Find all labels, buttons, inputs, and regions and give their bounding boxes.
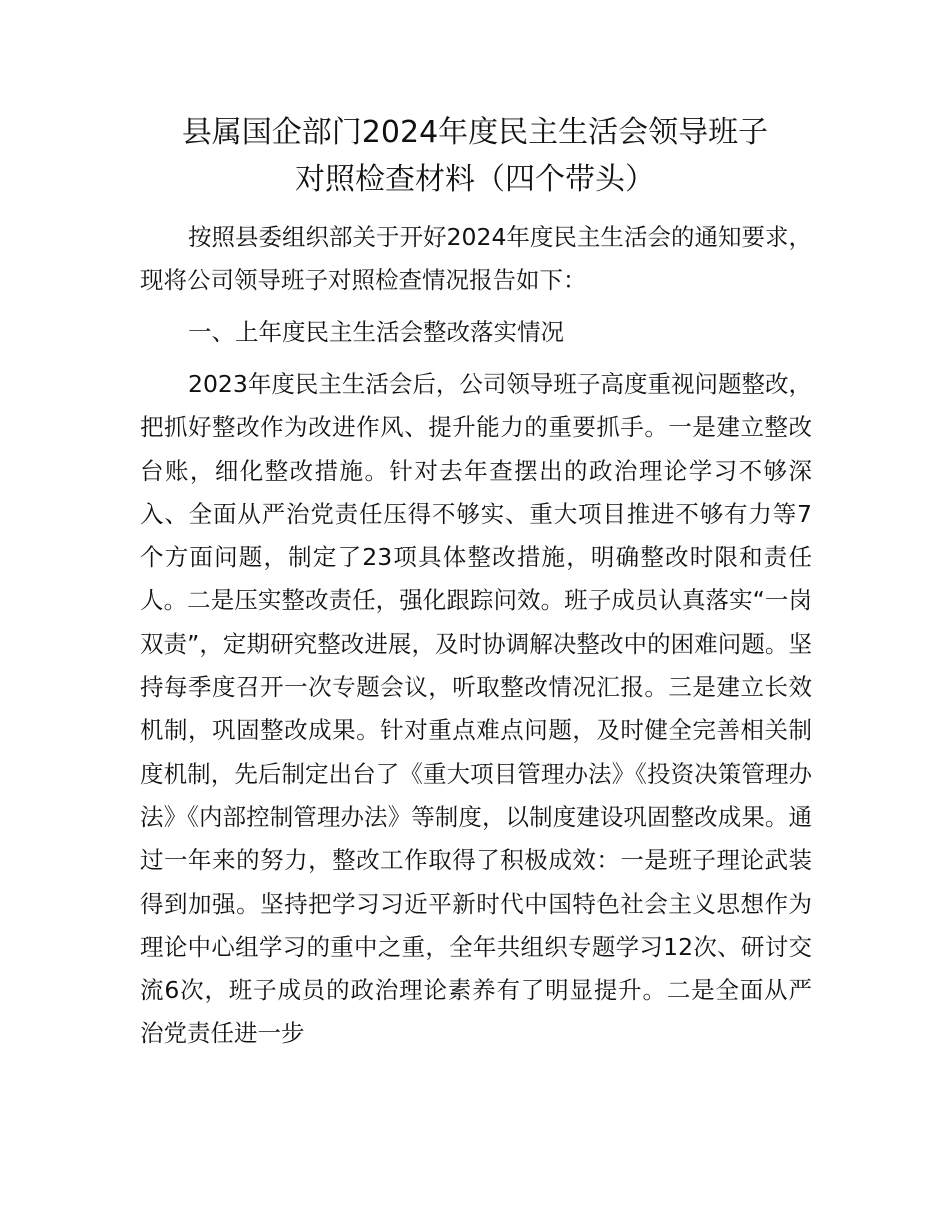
main-paragraph: 2023年度民主生活会后，公司领导班子高度重视问题整改，把抓好整改作为改进作风、提升能力的重要抓手。一是建立整改台账，细化整改措施。针对去年查摆出的政治理论学习不够深入、全面从严治党责任压得不够实、重大项目推进不够有力等7个方面问题，制定了23项具体整改措施，明确整改时限和责任人。二是压实整改责任，强化跟踪问效。班子成员认真落实“一岗双责”，定期研究整改进展，及时协调解决整改中的困难问题。坚持每季度召开一次专题会议，听取整改情况汇报。三是建立长效机制，巩固整改成果。针对重点难点问题，及时健全完善相关制度机制，先后制定出台了《重大项目管理办法》《投资决策管理办法》《内部控制管理办法》等制度，以制度建设巩固整改成果。通过一年来的努力，整改工作取得了积极成效：一是班子理论武装得到加强。坚持把学习习近平新时代中国特色社会主义思想作为理论中心组学习的重中之重，全年共组织专题学习12次、研讨交流6次，班子成员的政治理论素养有了明显提升。二是全面从严治党责任进一步 (140, 370, 812, 1048)
document-title-line-2: 对照检查材料（四个带头） (295, 162, 655, 197)
document-title-line-1: 县属国企部门2024年度民主生活会领导班子 (181, 115, 769, 150)
section-heading: 一、上年度民主生活会整改落实情况 (188, 318, 564, 346)
intro-paragraph: 按照县委组织部关于开好2024年度民主生活会的通知要求，现将公司领导班子对照检查情况报告如下： (140, 223, 812, 295)
